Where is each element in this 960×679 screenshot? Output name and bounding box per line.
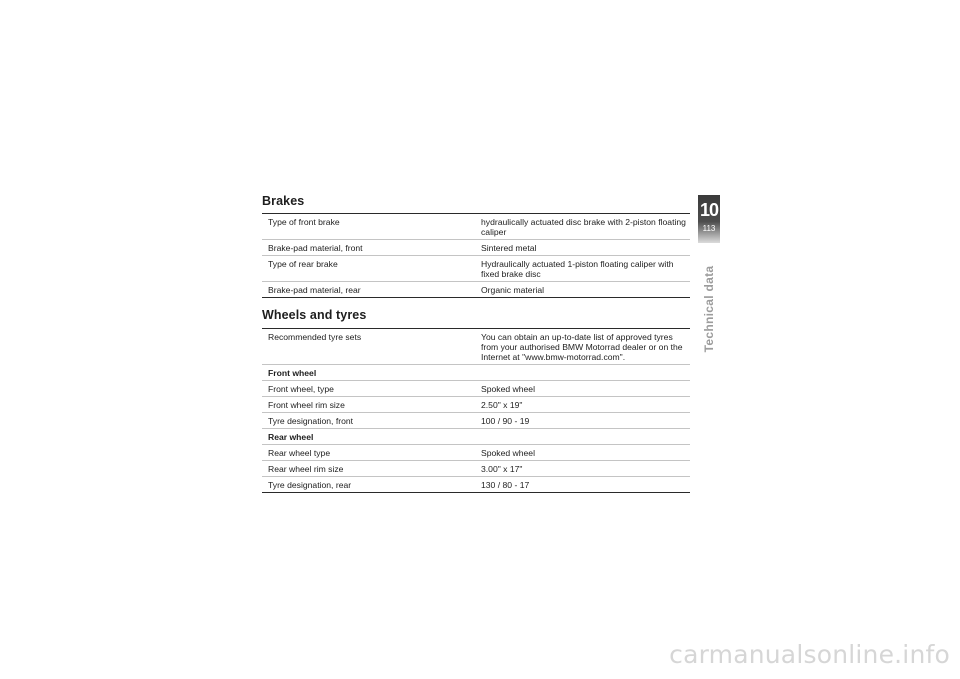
table-row [262,329,690,365]
spec-label: Recommended tyre sets [262,329,476,365]
page-content [262,194,690,493]
table-row [262,461,690,477]
table-row [262,397,690,413]
spec-label: Front wheel rim size [262,397,476,413]
rear-wheel-subheading: Rear wheel [262,429,690,445]
table-row [262,413,690,429]
spec-label: Tyre designation, front [262,413,476,429]
wheels-table [262,328,690,493]
watermark: carmanualsonline.info [669,640,950,669]
spec-label: Type of front brake [262,214,476,240]
spec-label: Rear wheel type [262,445,476,461]
chapter-tab [698,195,720,243]
wheels-heading: Wheels and tyres [262,308,367,322]
table-row [262,445,690,461]
spec-value: Spoked wheel [476,381,690,397]
spec-label: Brake-pad material, front [262,240,476,256]
chapter-number: 10 [699,200,719,220]
table-row [262,256,690,282]
spec-label: Brake-pad material, rear [262,282,476,298]
spec-value: Sintered metal [476,240,690,256]
front-wheel-subheading: Front wheel [262,365,690,381]
spec-value: Hydraulically actuated 1-piston floating caliper with fixed brake disc [476,256,690,282]
page-number: 113 [702,224,716,233]
spec-label: Type of rear brake [262,256,476,282]
spec-value: 100 / 90 - 19 [476,413,690,429]
spec-value: You can obtain an up-to-date list of approved tyres from your authorised BMW Motorrad dealer or on the Internet at "www.bmw-motorrad.com". [476,329,690,365]
brakes-heading: Brakes [262,194,305,208]
spec-label: Rear wheel rim size [262,461,476,477]
spec-label: Front wheel, type [262,381,476,397]
table-row [262,214,690,240]
spec-value: Spoked wheel [476,445,690,461]
table-row [262,477,690,493]
chapter-title: Technical data [702,265,716,353]
spec-value: 3.00" x 17" [476,461,690,477]
brakes-table [262,213,690,298]
front-wheel-subheading-row [262,365,690,381]
table-row [262,282,690,298]
rear-wheel-subheading-row [262,429,690,445]
spec-value: 130 / 80 - 17 [476,477,690,493]
table-row [262,240,690,256]
spec-value: hydraulically actuated disc brake with 2-piston floating caliper [476,214,690,240]
spec-value: Organic material [476,282,690,298]
table-row [262,381,690,397]
spec-value: 2.50" x 19" [476,397,690,413]
spec-label: Tyre designation, rear [262,477,476,493]
